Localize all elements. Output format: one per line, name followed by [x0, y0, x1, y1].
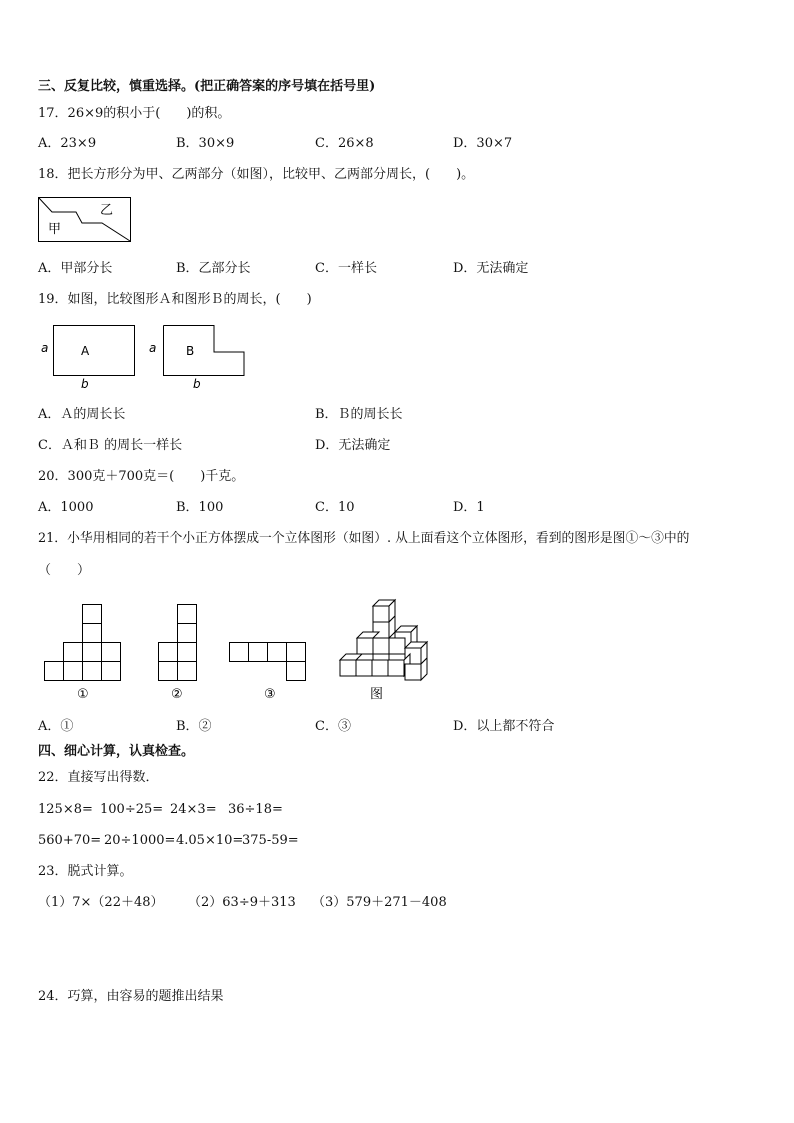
q23-item-1: （1）7×（22＋48） [38, 895, 164, 910]
q20-option-c: C．10 [315, 500, 355, 515]
q22-r1-c3: 24×3= [170, 802, 217, 817]
q22-r2-c3: 4.05×10= [176, 833, 244, 848]
q20-option-a: A．1000 [38, 500, 94, 515]
q19-option-d: D．无法确定 [315, 438, 391, 453]
q19-shapes-figure [38, 322, 248, 392]
q18-option-c: C．一样长 [315, 261, 377, 276]
question-21-stem: 21．小华用相同的若干个小正方体摆成一个立体图形（如图）. 从上面看这个立体图形，看到的图形是图①～③中的 [38, 531, 690, 546]
q17-option-b: B．30×9 [176, 136, 235, 151]
q18-option-d: D．无法确定 [453, 261, 529, 276]
q19-option-a: A．Ａ的周长长 [38, 407, 126, 422]
q23-item-3: （3）579＋271－408 [312, 895, 447, 910]
q21-figure-1 [45, 605, 121, 681]
q21-figures [40, 600, 440, 706]
q21-option-d: D．以上都不符合 [453, 719, 555, 734]
q19-label-a2: a [149, 341, 157, 355]
q21-cube-stack [340, 600, 427, 680]
q19-option-c: C．Ａ和Ｂ 的周长一样长 [38, 438, 183, 453]
q22-r2-c2: 20÷1000= [104, 833, 176, 848]
question-20-stem: 20．300克＋700克＝( )千克。 [38, 469, 245, 484]
q22-r1-c4: 36÷18= [228, 802, 283, 817]
question-17-stem: 17．26×9的积小于( )的积。 [38, 106, 231, 121]
q22-r1-c1: 125×8= [38, 802, 93, 817]
section-4-title: 四、细心计算，认真检查。 [38, 744, 195, 759]
question-23-stem: 23．脱式计算。 [38, 864, 133, 879]
question-24-stem: 24．巧算，由容易的题推出结果 [38, 989, 224, 1004]
q19-label-B: B [186, 344, 195, 358]
q19-label-a1: a [41, 341, 49, 355]
q22-r2-c1: 560+70= [38, 833, 102, 848]
q20-option-b: B．100 [176, 500, 224, 515]
q21-option-a: A．① [38, 719, 74, 734]
q21-option-c: C．③ [315, 719, 351, 734]
q21-option-b: B．② [176, 719, 212, 734]
q21-label-3: ③ [264, 687, 276, 702]
question-19-stem: 19．如图，比较图形Ａ和图形Ｂ的周长，( ) [38, 292, 312, 307]
q18-label-jia: 甲 [48, 222, 62, 237]
q23-item-2: （2）63÷9＋313 [188, 895, 296, 910]
q17-option-d: D．30×7 [453, 136, 513, 151]
section-3-title: 三、反复比较，慎重选择。(把正确答案的序号填在括号里) [38, 79, 376, 94]
q21-label-fig: 图 [370, 687, 384, 702]
q18-label-yi: 乙 [100, 203, 114, 218]
q21-figure-3 [230, 643, 306, 681]
question-21-stem-bracket: （ ） [38, 563, 91, 578]
q17-option-a: A．23×9 [38, 136, 97, 151]
q18-rectangle-figure [38, 197, 132, 243]
q19-label-A: A [81, 344, 90, 358]
q21-figure-2 [159, 605, 197, 681]
q18-option-a: A．甲部分长 [38, 261, 113, 276]
q21-label-1: ① [77, 687, 89, 702]
question-22-stem: 22．直接写出得数． [38, 770, 159, 785]
q22-r1-c2: 100÷25= [100, 802, 164, 817]
q21-label-2: ② [171, 687, 183, 702]
q22-r2-c4: 375-59= [242, 833, 299, 848]
q20-option-d: D．1 [453, 500, 485, 515]
q17-option-c: C．26×8 [315, 136, 374, 151]
q19-label-b1: b [81, 377, 89, 391]
question-18-stem: 18．把长方形分为甲、乙两部分（如图），比较甲、乙两部分周长，( )。 [38, 167, 475, 182]
q19-label-b2: b [193, 377, 201, 391]
q19-option-b: B．Ｂ的周长长 [315, 407, 403, 422]
q18-option-b: B．乙部分长 [176, 261, 251, 276]
